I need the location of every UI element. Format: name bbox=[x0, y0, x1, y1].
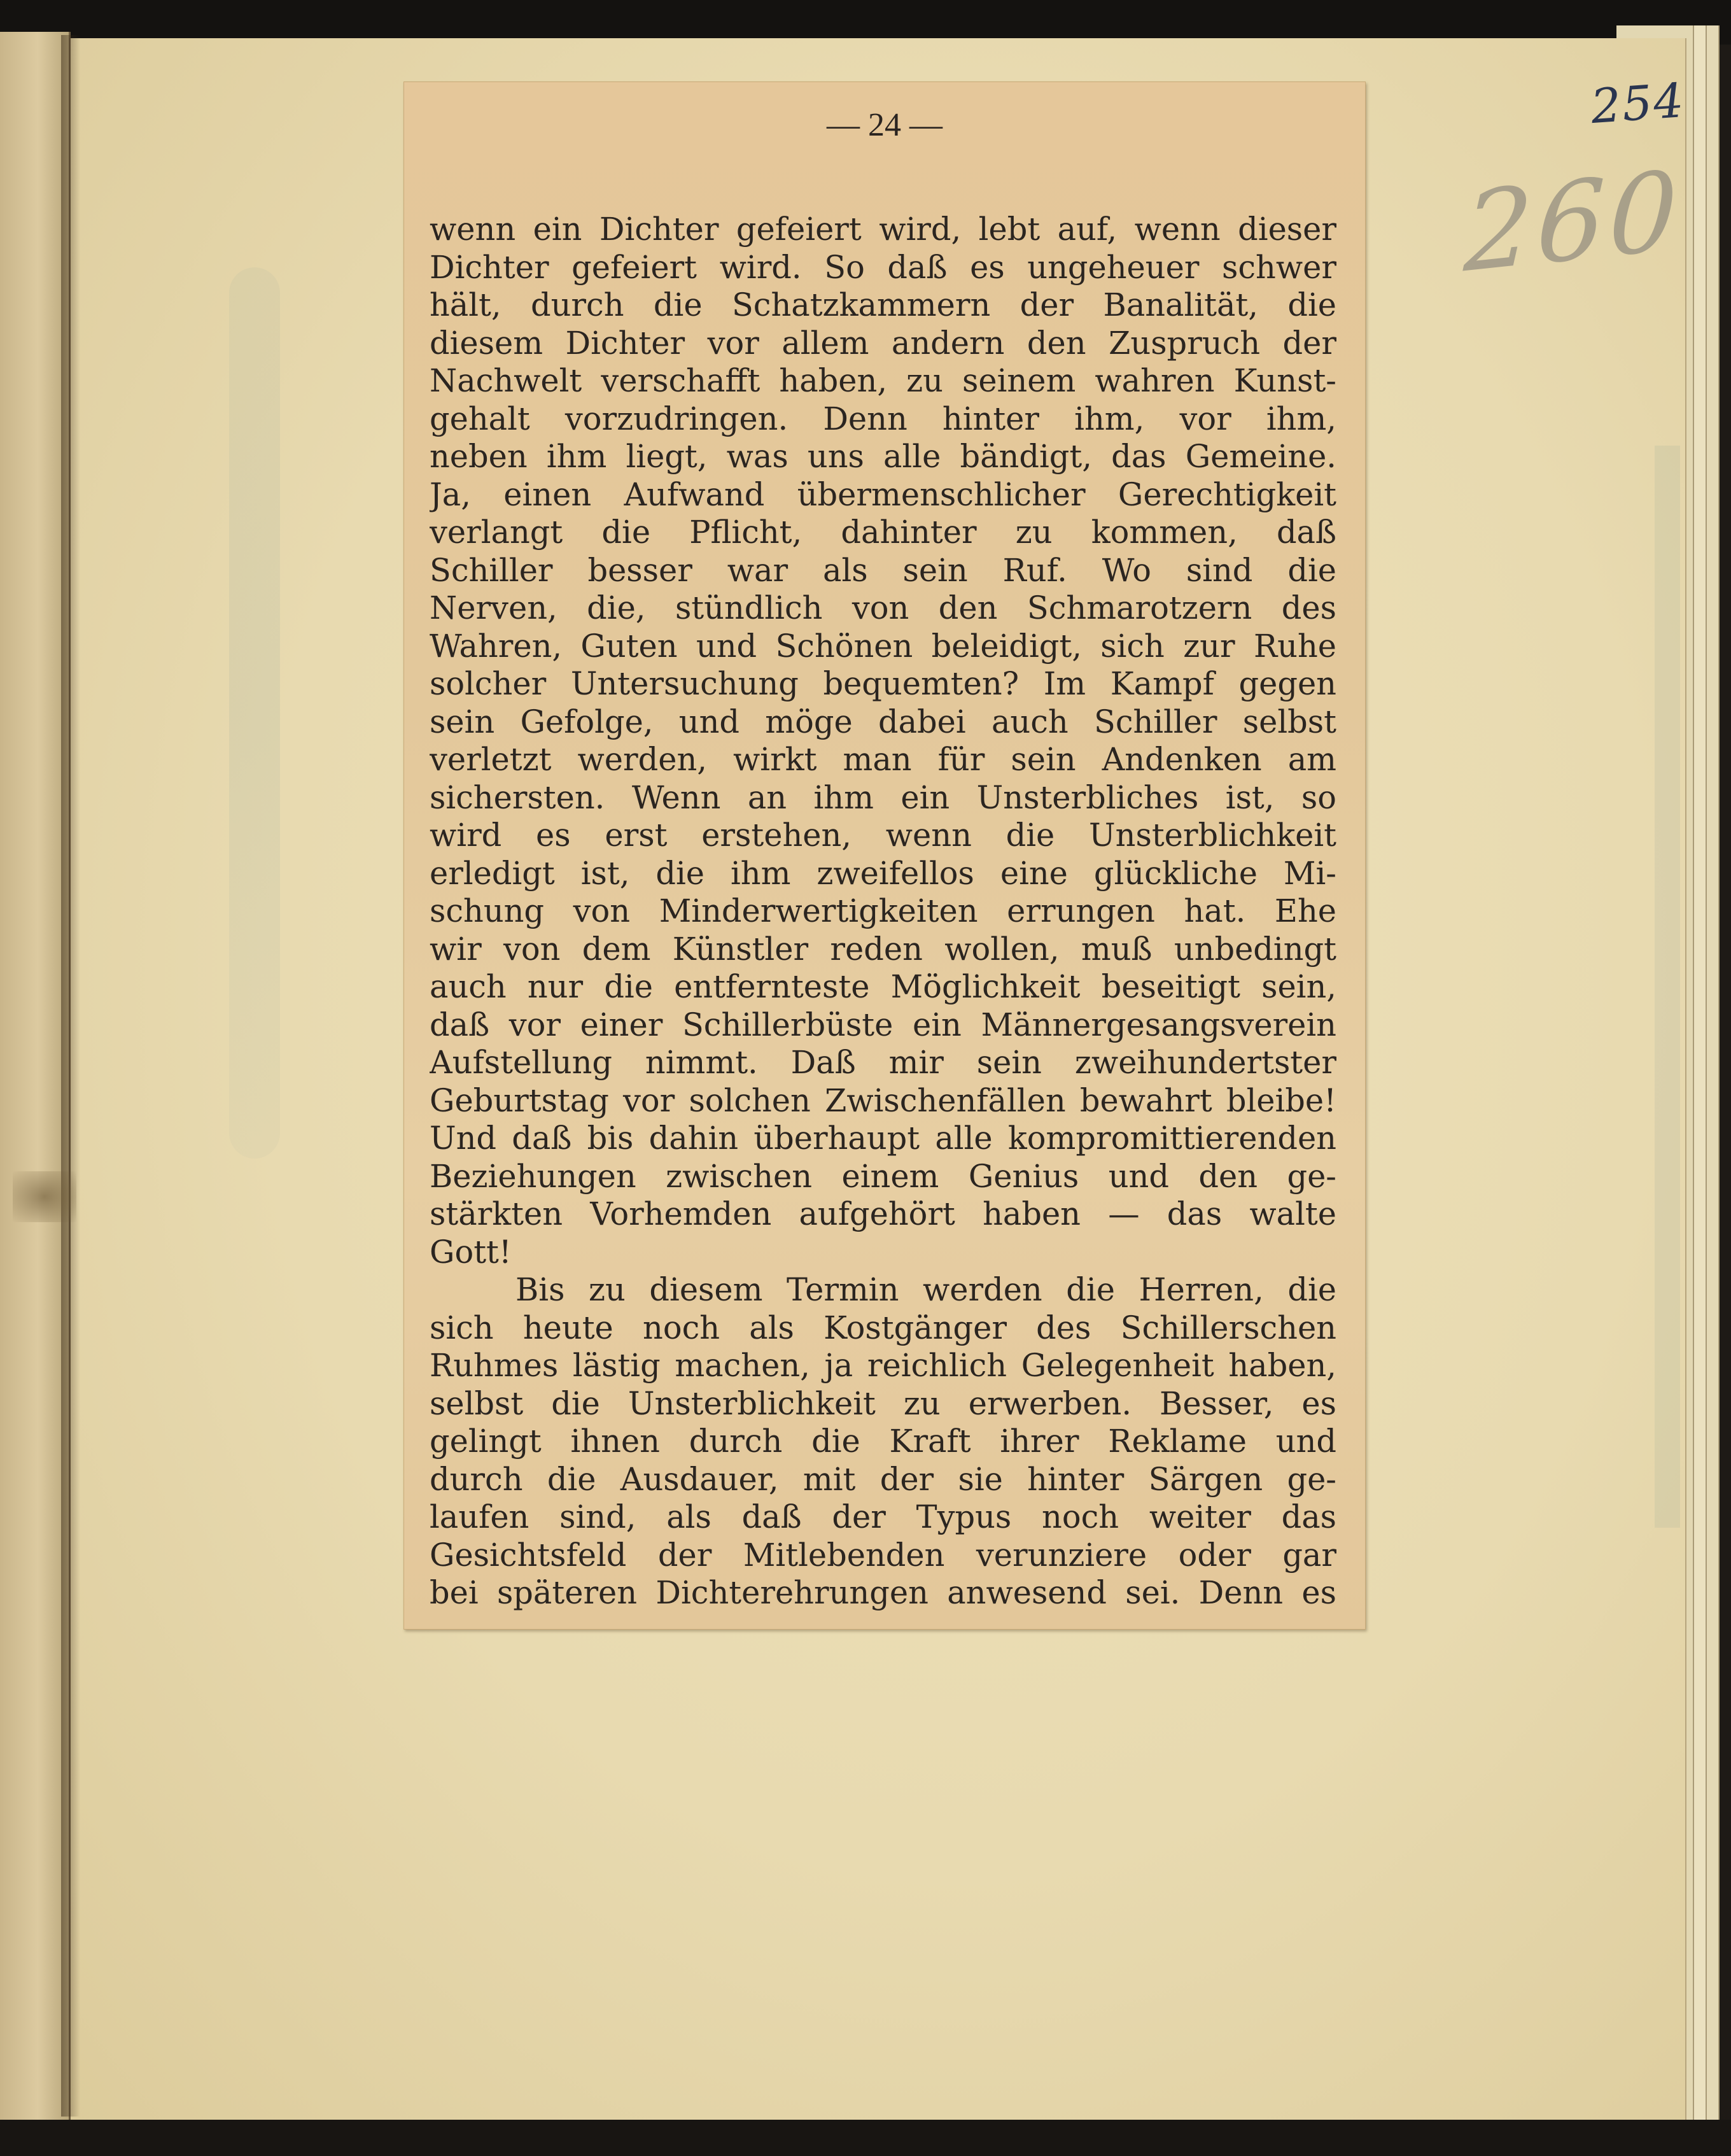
show-through-stamp bbox=[229, 267, 280, 1159]
text-line: Nerven, die, stündlich von den Schmarotzern des bbox=[430, 589, 1336, 626]
text-line: selbst die Unsterblichkeit zu erwerben. Besser, es bbox=[430, 1384, 1336, 1422]
text-line: wird es erst erstehen, wenn die Unsterblichkeit bbox=[430, 817, 1336, 854]
text-line: Wahren, Guten und Schönen beleidigt, sich zur Ruhe bbox=[430, 627, 1336, 665]
binding-gutter bbox=[61, 35, 80, 2117]
text-line: verletzt werden, wirkt man für sein Andenken am bbox=[430, 741, 1336, 778]
text-line: neben ihm liegt, was uns alle bändigt, das Gemeine. bbox=[430, 438, 1336, 475]
text-line: sein Gefolge, und möge dabei auch Schiller selbst bbox=[430, 703, 1336, 740]
text-line: Aufstellung nimmt. Daß mir sein zweihundertster bbox=[430, 1044, 1336, 1081]
text-line: Nachwelt verschafft haben, zu seinem wahren Kunst- bbox=[430, 362, 1336, 399]
text-line: erledigt ist, die ihm zweifellos eine glückliche Mi- bbox=[430, 854, 1336, 892]
text-line: Beziehungen zwischen einem Genius und den ge- bbox=[430, 1157, 1336, 1195]
text-line: verlangt die Pflicht, dahinter zu kommen, daß bbox=[430, 514, 1336, 551]
text-line: wir von dem Künstler reden wollen, muß unbedingt bbox=[430, 930, 1336, 968]
text-line: Bis zu diesem Termin werden die Herren, die bbox=[515, 1271, 1336, 1308]
show-through-stamp bbox=[1655, 446, 1680, 1528]
text-line: Ja, einen Aufwand übermenschlicher Gerechtigkeit bbox=[430, 476, 1336, 513]
text-line: Gott! bbox=[430, 1233, 512, 1271]
text-line: sich heute noch als Kostgänger des Schillerschen bbox=[430, 1309, 1336, 1346]
text-line: schung von Minderwertigkeiten errungen hat. Ehe bbox=[430, 892, 1336, 929]
text-line: solcher Untersuchung bequemten? Im Kampf gegen bbox=[430, 665, 1336, 702]
facing-page-edge bbox=[0, 32, 71, 2120]
archive-number-annotation: 254 bbox=[1589, 73, 1687, 135]
folio-number-annotation: 260 bbox=[1462, 147, 1684, 297]
text-line: laufen sind, als daß der Typus noch weiter das bbox=[430, 1498, 1336, 1535]
text-line: sichersten. Wenn an ihm ein Unsterbliches ist, so bbox=[430, 779, 1336, 816]
text-line: hält, durch die Schatzkammern der Banalität, die bbox=[430, 286, 1336, 323]
newspaper-clipping bbox=[403, 81, 1366, 1630]
text-line: wenn ein Dichter gefeiert wird, lebt auf, wenn dieser bbox=[430, 211, 1336, 248]
text-line: Gesichtsfeld der Mitlebenden verunziere oder gar bbox=[430, 1536, 1336, 1574]
text-line: Ruhmes lästig machen, ja reichlich Gelegenheit haben, bbox=[430, 1347, 1336, 1384]
text-line: diesem Dichter vor allem andern den Zuspruch der bbox=[430, 324, 1336, 362]
text-line: stärkten Vorhemden aufgehört haben — das walte bbox=[430, 1195, 1336, 1232]
text-line: auch nur die entfernteste Möglichkeit beseitigt sein, bbox=[430, 968, 1336, 1005]
text-line: gelingt ihnen durch die Kraft ihrer Reklame und bbox=[430, 1423, 1336, 1460]
text-line: daß vor einer Schillerbüste ein Männergesangsverein bbox=[430, 1006, 1336, 1043]
scanner-background-bottom bbox=[0, 2120, 1731, 2156]
paper-stain bbox=[13, 1171, 76, 1222]
text-line: Geburtstag vor solchen Zwischenfällen bewahrt bleibe! bbox=[430, 1082, 1336, 1119]
text-line: Dichter gefeiert wird. So daß es ungeheuer schwer bbox=[430, 248, 1336, 286]
clipping-body-text bbox=[430, 211, 1336, 1612]
text-line: bei späteren Dichterehrungen anwesend sei. Denn es bbox=[430, 1574, 1336, 1611]
text-line: gehalt vorzudringen. Denn hinter ihm, vor ihm, bbox=[430, 400, 1336, 437]
text-line: Schiller besser war als sein Ruf. Wo sind die bbox=[430, 551, 1336, 589]
text-line: Und daß bis dahin überhaupt alle kompromittierenden bbox=[430, 1120, 1336, 1157]
page-number: — 24 — bbox=[827, 107, 943, 143]
text-line: durch die Ausdauer, mit der sie hinter Särgen ge- bbox=[430, 1460, 1336, 1498]
